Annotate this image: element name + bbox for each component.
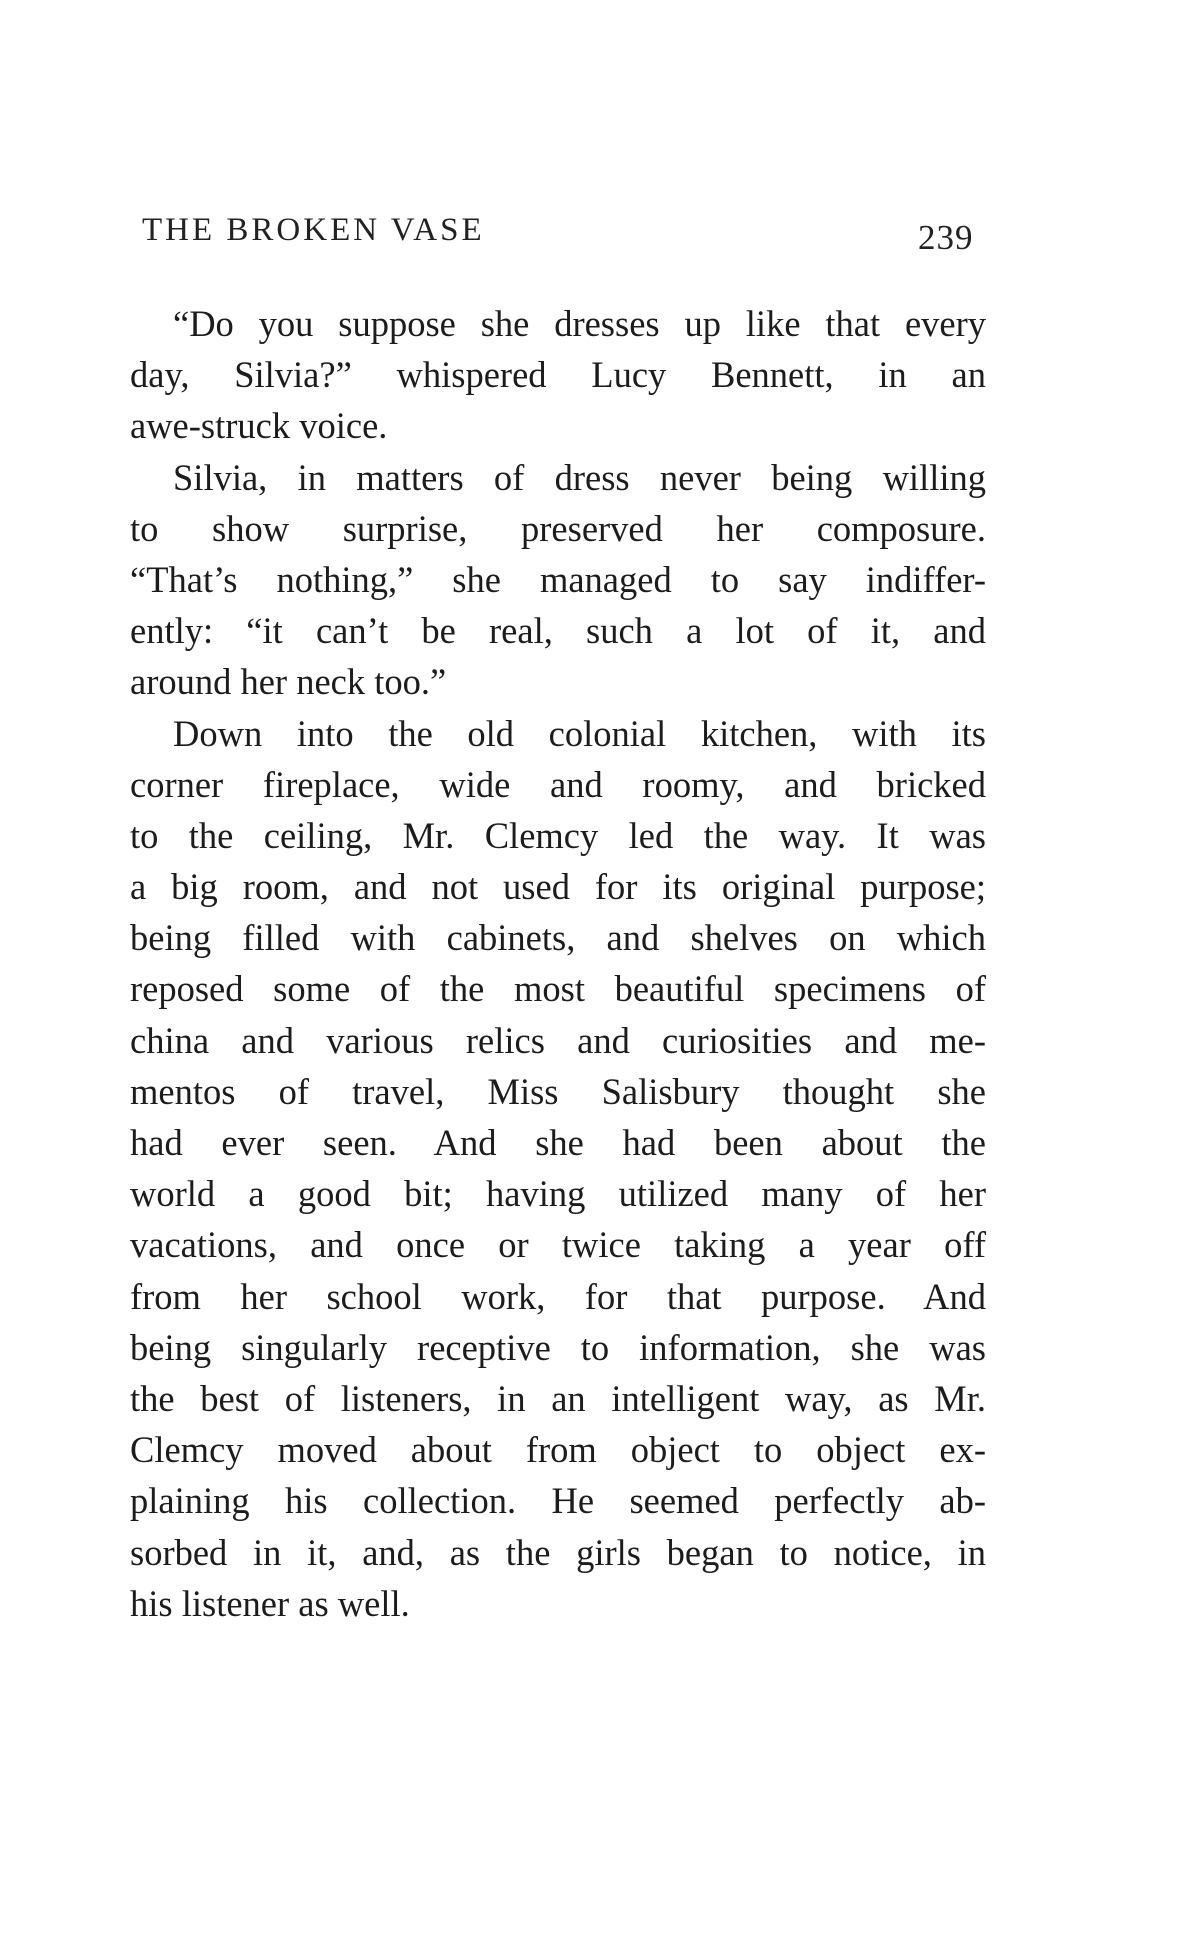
text-line: a big room, and not used for its original purpose; — [130, 866, 986, 908]
text-line: the best of listeners, in an intelligent way, as Mr. — [130, 1377, 986, 1419]
paragraph-3 — [130, 708, 986, 1629]
text-line: china and various relics and curiosities and me- — [130, 1019, 986, 1061]
text-line: day, Silvia?” whispered Lucy Bennett, in an — [130, 354, 986, 396]
text-line: reposed some of the most beautiful specimens of — [130, 968, 986, 1010]
text-line: Clemcy moved about from object to object ex- — [130, 1429, 986, 1471]
text-line: plaining his collection. He seemed perfectly ab- — [130, 1480, 986, 1522]
text-line: from her school work, for that purpose. And — [130, 1275, 986, 1317]
text-line: had ever seen. And she had been about the — [130, 1122, 986, 1163]
text-line: “That’s nothing,” she managed to say indiffer- — [130, 558, 986, 600]
body-text — [130, 298, 986, 1629]
text-line: sorbed in it, and, as the girls began to notice, in — [130, 1531, 986, 1573]
text-line: corner fireplace, wide and roomy, and bricked — [130, 763, 986, 805]
text-line: Silvia, in matters of dress never being willing — [173, 456, 986, 498]
text-line: his listener as well. — [130, 1582, 410, 1624]
text-line: being filled with cabinets, and shelves on which — [130, 917, 986, 959]
text-line: to the ceiling, Mr. Clemcy led the way. It was — [130, 814, 986, 856]
text-line: to show surprise, preserved her composure. — [130, 507, 986, 549]
running-head: THE BROKEN VASE — [142, 212, 485, 248]
text-line: around her neck too.” — [130, 661, 447, 703]
text-line: ently: “it can’t be real, such a lot of it, and — [130, 610, 986, 652]
text-line: awe-struck voice. — [130, 405, 388, 447]
text-line: vacations, and once or twice taking a year off — [130, 1224, 986, 1266]
text-line: mentos of travel, Miss Salisbury thought she — [130, 1070, 986, 1112]
text-line: being singularly receptive to information, she was — [130, 1326, 986, 1368]
text-line: Down into the old colonial kitchen, with its — [173, 712, 986, 754]
paragraph-1 — [130, 298, 986, 452]
paragraph-2 — [130, 452, 986, 708]
text-line: world a good bit; having utilized many of her — [130, 1173, 986, 1215]
page-number: 239 — [918, 218, 974, 257]
text-line: “Do you suppose she dresses up like that every — [173, 303, 986, 344]
